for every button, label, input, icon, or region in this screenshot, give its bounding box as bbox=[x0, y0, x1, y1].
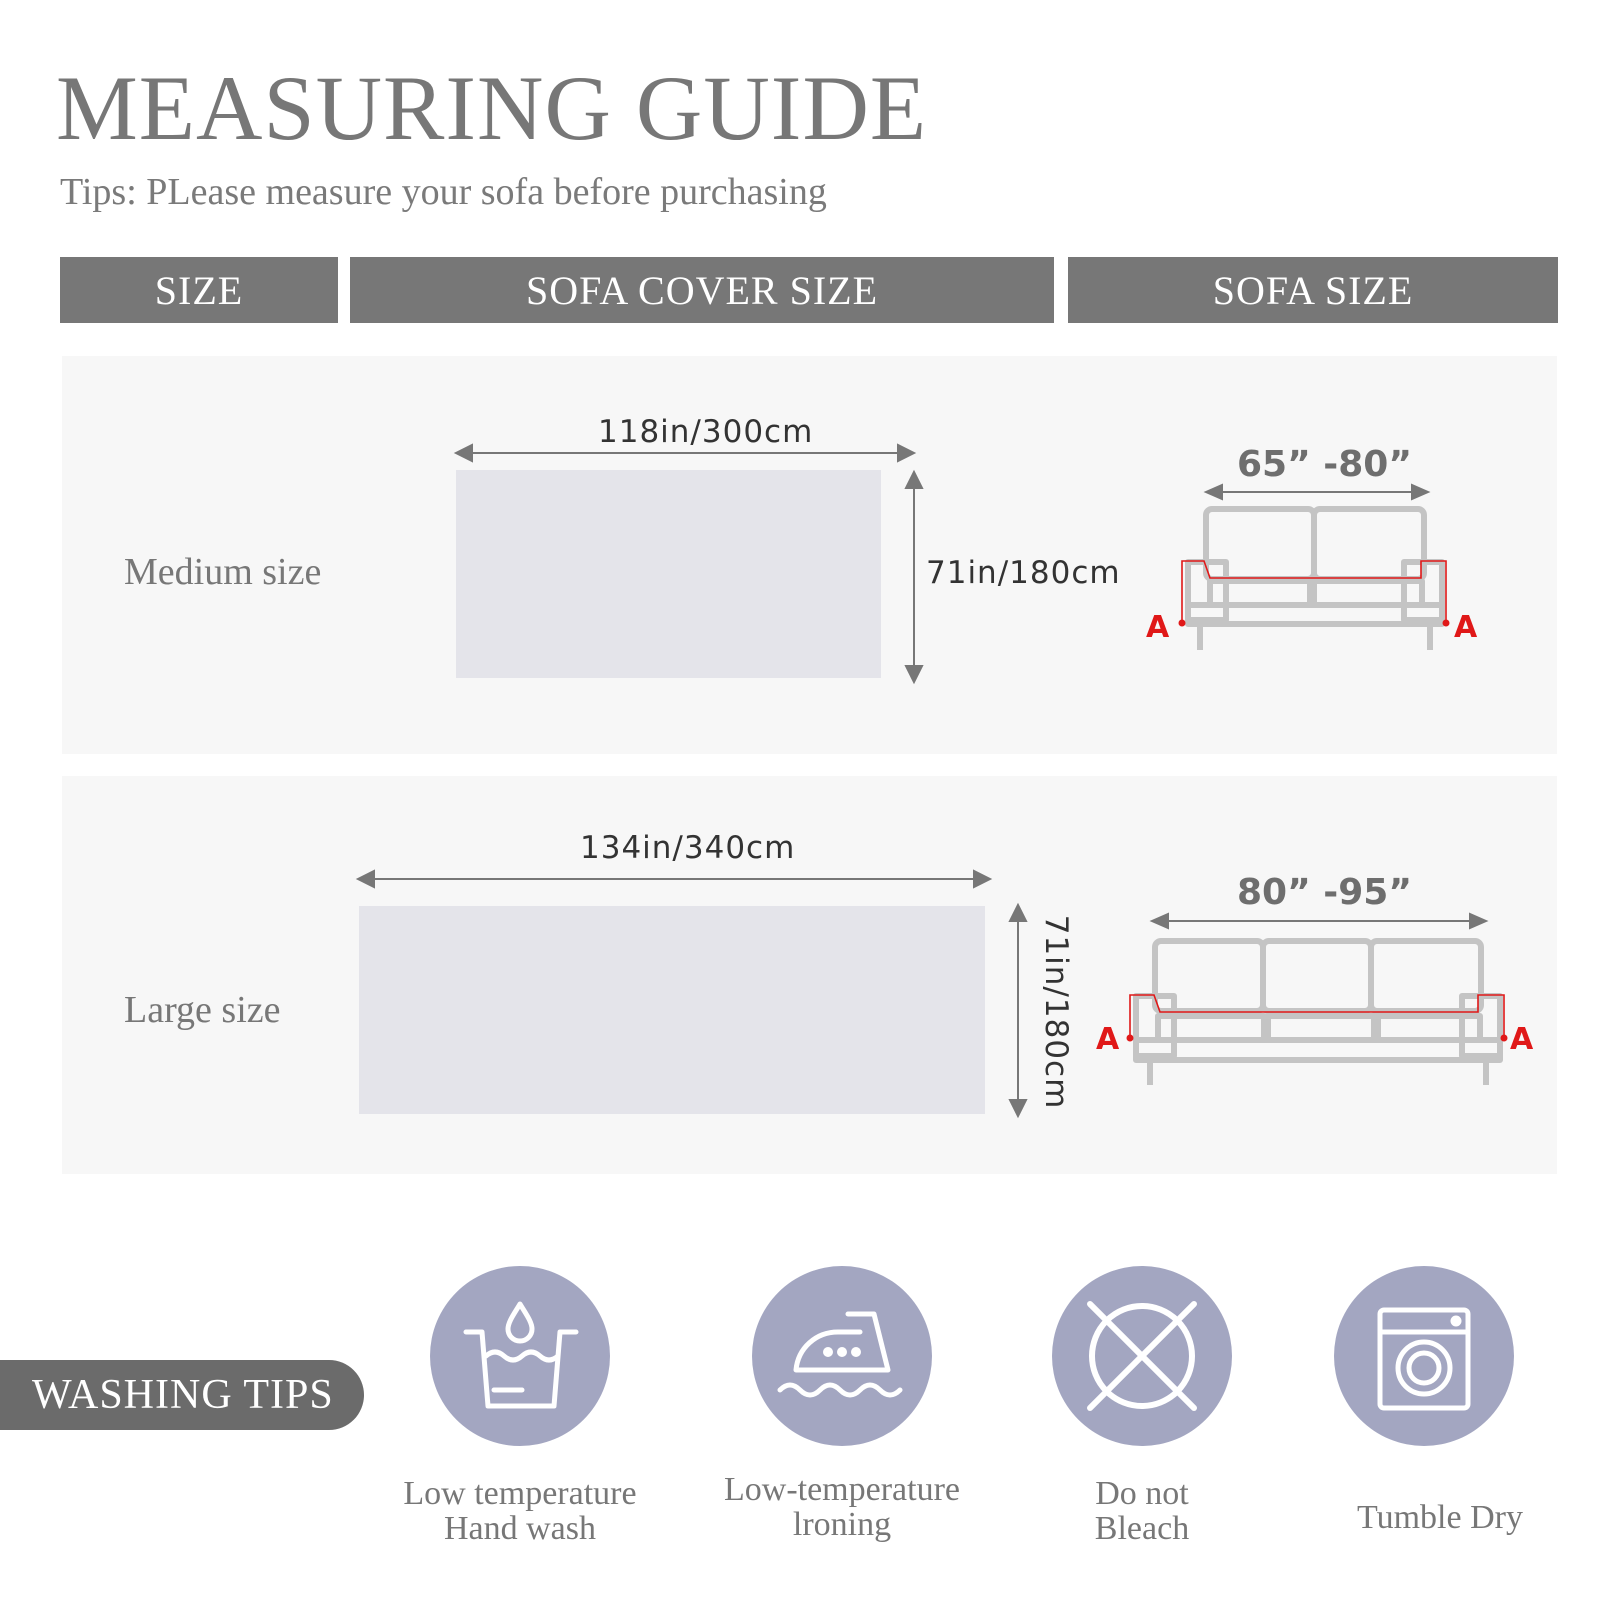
hand-wash-caption bbox=[370, 1476, 670, 1546]
header-sofa-cover-size: SOFA COVER SIZE bbox=[350, 257, 1054, 323]
medium-marker-left: A bbox=[1146, 610, 1170, 645]
header-sofa-size: SOFA SIZE bbox=[1068, 257, 1558, 323]
medium-marker-right: A bbox=[1454, 610, 1478, 645]
no-bleach-line2: Bleach bbox=[1094, 1510, 1190, 1547]
iron-icon bbox=[752, 1266, 932, 1446]
header-size: SIZE bbox=[60, 257, 338, 323]
no-bleach-circle bbox=[1052, 1266, 1232, 1446]
medium-cover-width: 118in/300cm bbox=[598, 414, 814, 450]
tumble-dry-icon bbox=[1334, 1266, 1514, 1446]
large-marker-right: A bbox=[1510, 1022, 1534, 1057]
large-cover-height: 71in/180cm bbox=[1038, 914, 1074, 1110]
row-label-medium: Medium size bbox=[124, 551, 322, 593]
hand-wash-line2: Hand wash bbox=[443, 1510, 597, 1547]
iron-line1: Low-temperature bbox=[724, 1471, 960, 1508]
medium-sofa-range: 65” -80” bbox=[1237, 444, 1412, 485]
large-sofa-range: 80” -95” bbox=[1237, 872, 1412, 913]
large-marker-left: A bbox=[1096, 1022, 1120, 1057]
page-subtitle: Tips: PLease measure your sofa before purchasing bbox=[60, 171, 827, 213]
iron-circle bbox=[752, 1266, 932, 1446]
tumble-dry-caption bbox=[1290, 1500, 1590, 1535]
hand-wash-icon bbox=[430, 1266, 610, 1446]
hand-wash-circle bbox=[430, 1266, 610, 1446]
washing-tips-label: WASHING TIPS bbox=[0, 1360, 364, 1430]
large-cover-width: 134in/340cm bbox=[580, 830, 796, 866]
medium-cover-height: 71in/180cm bbox=[926, 555, 1121, 591]
row-label-large: Large size bbox=[124, 989, 281, 1031]
tumble-dry-circle bbox=[1334, 1266, 1514, 1446]
iron-caption bbox=[692, 1472, 992, 1542]
iron-line2: lroning bbox=[792, 1506, 892, 1543]
page-title: MEASURING GUIDE bbox=[56, 57, 928, 159]
no-bleach-line1: Do not bbox=[1095, 1475, 1189, 1512]
hand-wash-line1: Low temperature bbox=[403, 1475, 637, 1512]
no-bleach-caption bbox=[992, 1476, 1292, 1546]
no-bleach-icon bbox=[1052, 1266, 1232, 1446]
tumble-dry-line1: Tumble Dry bbox=[1357, 1499, 1523, 1536]
